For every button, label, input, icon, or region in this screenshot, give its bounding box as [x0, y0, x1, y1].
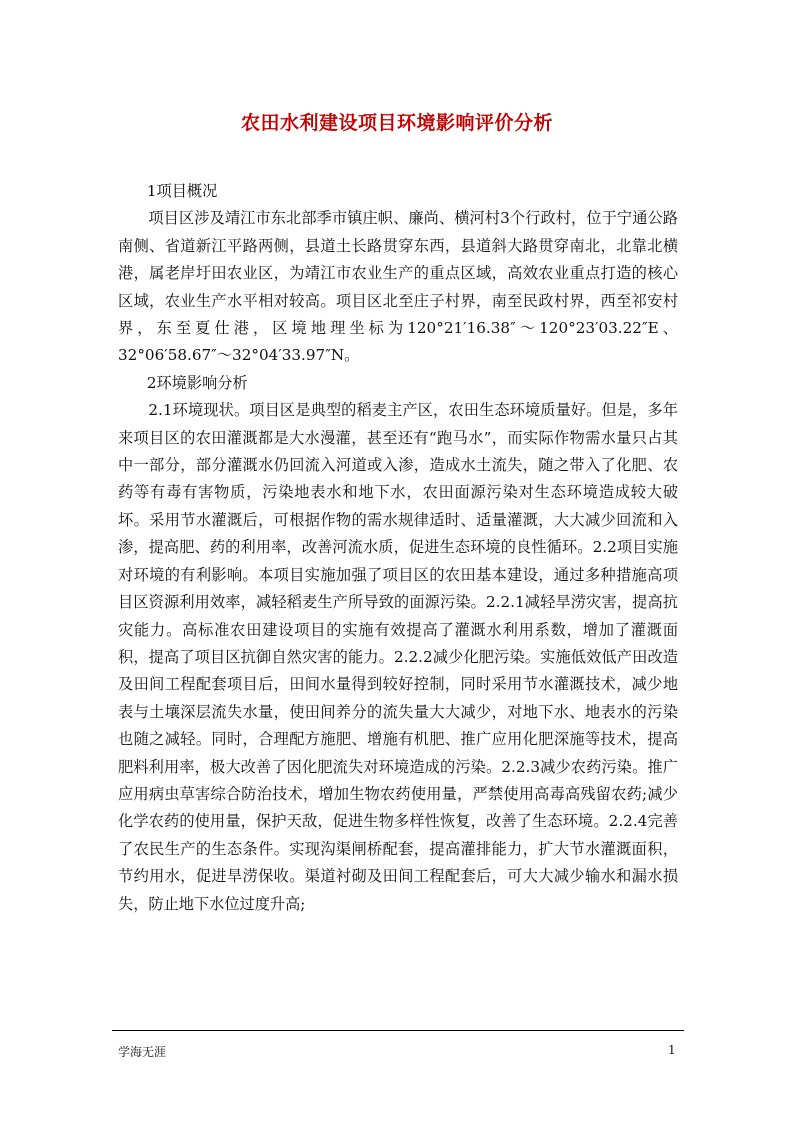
paragraph-impact: 2.1环境现状。项目区是典型的稻麦主产区，农田生态环境质量好。但是，多年来项目区的农田灌溉都是大水漫灌，甚至还有“跑马水”，而实际作物需水量只占其中一部分，部分灌溉水仍回流入河道或入渗，造成水土流失，随之带入了化肥、农药等有毒有害物质，污染地表水和地下水，农田面源污染对生态环境造成较大破坏。采用节水灌溉后，可根据作物的需水规律适时、适量灌溉，大大减少回流和入渗，提高肥、药的利用率，改善河流水质，促进生态环境的良性循环。2.2项目实施对环境的有利影响。本项目实施加强了项目区的农田基本建设，通过多种措施高项目区资源利用效率，减轻稻麦生产所导致的面源污染。2.2.1减轻旱涝灾害，提高抗灾能力。高标准农田建设项目的实施有效提高了灌溉水利用系数，增加了灌溉面积，提高了项目区抗御自然灾害的能力。2.2.2减少化肥污染。实施低效低产田改造及田间工程配套项目后，田间水量得到较好控制，同时采用节水灌溉技术，减少地表与土壤深层流失水量，使田间养分的流失量大大减少，对地下水、地表水的污染也随之减轻。同时，合理配方施肥、增施有机肥、推广应用化肥深施等技术，提高肥料利用率，极大改善了因化肥流失对环境造成的污染。2.2.3减少农药污染。推广应用病虫草害综合防治技术，增加生物农药使用量，严禁使用高毒高残留农药;减少化学农药的使用量，保护天敌，促进生物多样性恢复，改善了生态环境。2.2.4完善了农民生产的生态条件。实现沟渠闸桥配套，提高灌排能力，扩大节水灌溉面积，节约用水，促进旱涝保收。渠道衬砌及田间工程配套后，可大大减少输水和漏水损失，防止地下水位过度升高;: [118, 401, 678, 913]
document-title: 农田水利建设项目环境影响评价分析: [240, 112, 553, 134]
footer-divider: [112, 1030, 684, 1031]
document-body: [118, 178, 678, 918]
footer-text: 学海无涯: [118, 1045, 167, 1059]
page-number: 1: [668, 1043, 676, 1057]
section-heading-overview: 1项目概况: [146, 182, 218, 200]
paragraph-overview: 项目区涉及靖江市东北部季市镇庄帜、廉尚、横河村3个行政村，位于宁通公路南侧、省道新江平路两侧，县道土长路贯穿东西，县道斜大路贯穿南北，北靠北横港，属老岸圩田农业区，为靖江市农业生产的重点区域，高效农业重点打造的核心区域，农业生产水平相对较高。项目区北至庄子村界，南至民政村界，西至祁安村界，东至夏仕港，区境地理坐标为120°21′16.38″～120°23′03.22″E、32°06′58.67″～32°04′33.97″N。: [118, 209, 678, 365]
section-heading-impact: 2环境影响分析: [146, 373, 248, 392]
